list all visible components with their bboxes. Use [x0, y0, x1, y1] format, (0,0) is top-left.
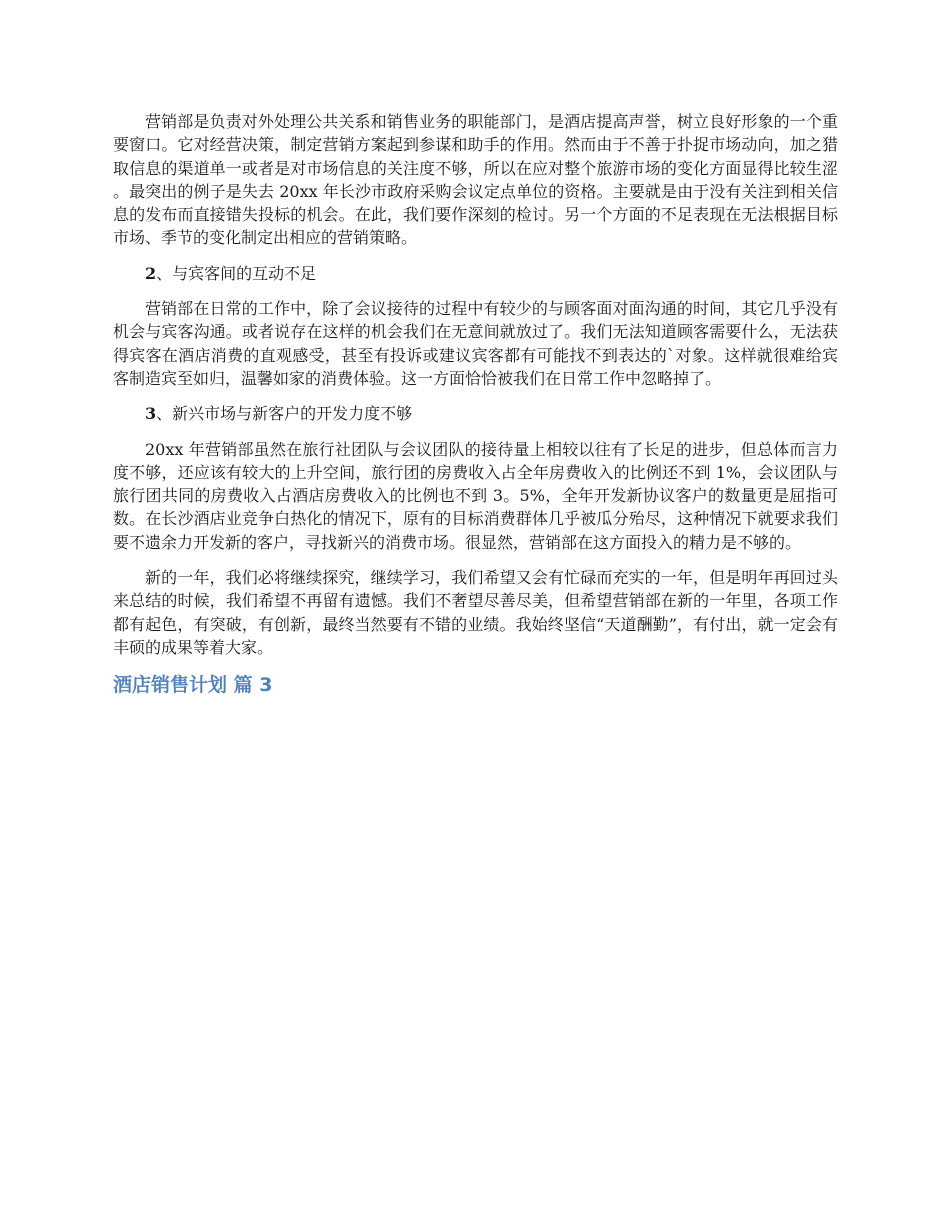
subheading-guest-interaction: [113, 262, 838, 285]
section-heading: 酒店销售计划 篇 3: [113, 674, 273, 697]
subheading-number: 2: [145, 263, 157, 283]
paragraph-sales-dept-role: 营销部是负责对外处理公共关系和销售业务的职能部门，是酒店提高声誉，树立良好形象的一个重要窗口。它对经营决策，制定营销方案起到参谋和助手的作用。然而由于不善于扑捉市场动向，加之猎取信息的渠道单一或者是对市场信息的关注度不够，所以在应对整个旅游市场的变化方面显得比较生涩 。最突出的例子是失去 20xx 年长沙市政府采购会议定点单位的资格。主要就是由于没有关注到相关信息的发布而直接错失投标的机会。在此，我们要作深刻的检讨。另一个方面的不足表现在无法根据目标市场、季节的变化制定出相应的营销策略。: [113, 112, 838, 248]
subheading-new-markets: [113, 402, 838, 425]
subheading-text: 、新兴市场与新客户的开发力度不够: [156, 404, 413, 424]
subheading-number: 3: [145, 404, 157, 424]
subheading-text: 、与宾客间的互动不足: [156, 263, 317, 283]
paragraph-new-year-outlook: 新的一年，我们必将继续探究，继续学习，我们希望又会有忙碌而充实的一年，但是明年再回过头来总结的时候，我们希望不再留有遗憾。我们不奢望尽善尽美，但希望营销部在新的一年里，各项工作都有起色，有突破，有创新，最终当然要有不错的业绩。我始终坚信“天道酬勤”，有付出，就一定会有丰硕的成果等着大家。: [113, 568, 838, 657]
paragraph-new-markets: 20xx 年营销部虽然在旅行社团队与会议团队的接待量上相较以往有了长足的进步，但总体而言力度不够，还应该有较大的上升空间，旅行团的房费收入占全年房费收入的比例还不到 1%，会议团队与旅行团共同的房费收入占酒店房费收入的比例也不到 3。5%，全年开发新协议客户的数量更是屈指可数。在长沙酒店业竞争白热化的情况下，原有的目标消费群体几乎被瓜分殆尽，这种情况下就要求我们要不遗余力开发新的客户，寻找新兴的消费市场。很显然，营销部在这方面投入的精力是不够的。: [113, 439, 838, 552]
paragraph-guest-interaction: 营销部在日常的工作中，除了会议接待的过程中有较少的与顾客面对面沟通的时间，其它几乎没有机会与宾客沟通。或者说存在这样的机会我们在无意间就放过了。我们无法知道顾客需要什么，无法获得宾客在酒店消费的直观感受，甚至有投诉或建议宾客都有可能找不到表达的`对象。这样就很难给宾客制造宾至如归，温馨如家的消费体验。这一方面恰恰被我们在日常工作中忽略掉了。: [113, 299, 838, 388]
document-page: [113, 110, 838, 699]
